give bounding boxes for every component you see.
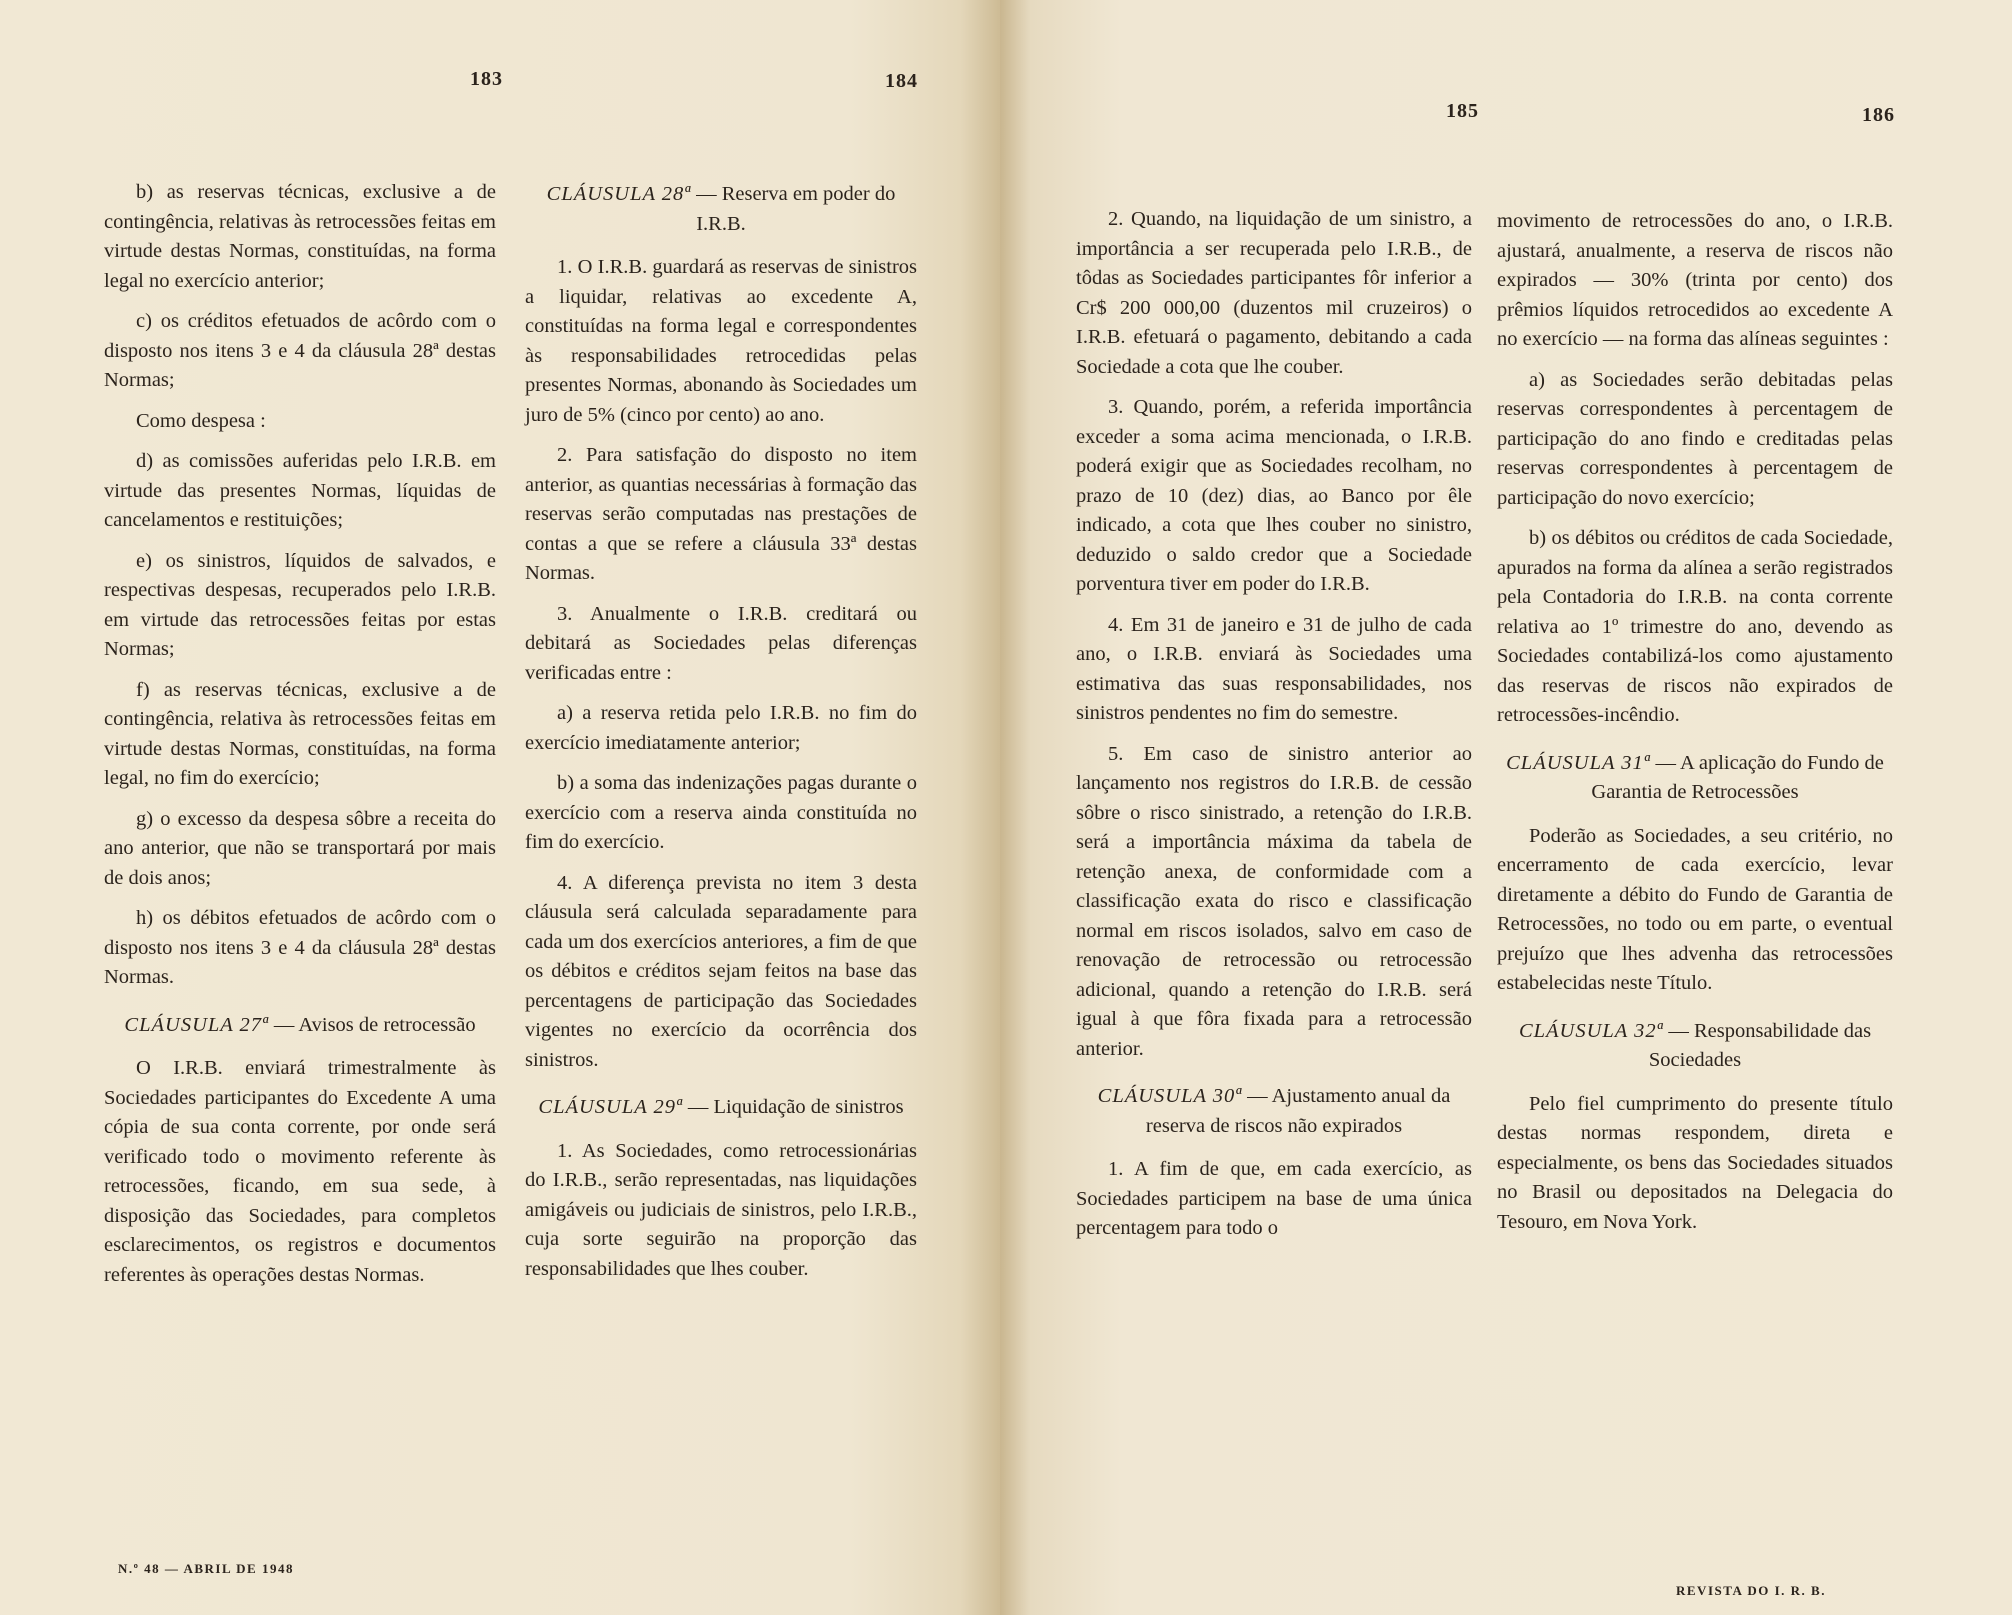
- clause-29-title: — Liquidação de sinistros: [687, 1096, 904, 1118]
- clause-30-title: — Ajustamento anual da reserva de riscos não expirados: [1145, 1085, 1451, 1137]
- clause-30-item-b: b) os débitos ou créditos de cada Sociedade, apurados na forma da alínea a serão registrados pela Contadoria do I.R.B. na conta corrente relativa ao 1º trimestre do ano, devendo as Sociedades contabilizá-los como ajustamento das reservas de riscos não expirados de retrocessões-incêndio.: [1497, 527, 1893, 726]
- clause-32-text: Pelo fiel cumprimento do presente título destas normas respondem, direta e especialmente, os bens das Sociedades situados no Brasil ou depositados na Delegacia do Tesouro, em Nova York.: [1497, 1092, 1893, 1233]
- paragraph-g: g) o excesso da despesa sôbre a receita do ano anterior, que não se transportará por mais de dois anos;: [104, 807, 496, 889]
- clause-27-text: O I.R.B. enviará trimestralmente às Sociedades participantes do Excedente A uma cópia de sua conta corrente, por onde será verificado todo o movimento referente às retrocessões, ficando, em sua sede, à disposição das Sociedades, para completos esclarecimentos, os registros e documentos referentes às operações destas Normas.: [104, 1057, 496, 1286]
- clause-30-heading: [1076, 1082, 1472, 1141]
- column-183: [104, 178, 496, 1301]
- footer-journal: REVISTA DO I. R. B.: [1676, 1583, 1826, 1598]
- paragraph-b: b) as reservas técnicas, exclusive a de contingência, relativas às retrocessões feitas em virtude destas Normas, constituídas, na forma legal no exercício anterior;: [104, 181, 496, 292]
- page-number-184: 184: [885, 70, 918, 92]
- clause-28-item-3: 3. Anualmente o I.R.B. creditará ou debitará as Sociedades pelas diferenças verificadas entre :: [525, 602, 917, 684]
- clause-29-item-3: 3. Quando, porém, a referida importância exceder a soma acima mencionada, o I.R.B. poderá exigir que as Sociedades recolham, no prazo de 10 (dez) dias, ao Banco por êle indicado, a cota que lhes couber no sinistro, deduzido o saldo credor que a Sociedade porventura tiver em poder do I.R.B.: [1076, 396, 1472, 595]
- clause-28-label: CLÁUSULA 28ª: [546, 183, 691, 205]
- clause-27-label: CLÁUSULA 27ª: [124, 1013, 269, 1036]
- paragraph-f: f) as reservas técnicas, exclusive a de contingência, relativa às retrocessões feitas em virtude destas Normas, constituídas, na forma legal, no fim do exercício;: [104, 678, 496, 789]
- page-number-186: 186: [1862, 104, 1895, 126]
- clause-30-item-a: a) as Sociedades serão debitadas pelas reservas correspondentes à percentagem de participação do ano findo e creditadas pelas reservas correspondentes à percentagem de participação do novo exercício;: [1497, 368, 1893, 509]
- clause-30-label: CLÁUSULA 30ª: [1097, 1085, 1242, 1107]
- clause-32-label: CLÁUSULA 32ª: [1518, 1019, 1664, 1042]
- clause-29-item-5: 5. Em caso de sinistro anterior ao lançamento nos registros do I.R.B. de cessão sôbre o risco sinistrado, a retenção do I.R.B. será a importância máxima da tabela de retenção anexa, de conformidade com a classificação exata do risco e classificação normal em riscos isolados, salvo em caso de renovação de retrocessão ou retrocessão adicional, quando a retenção do I.R.B. será igual à que fôra fixada para a retrocessão anterior.: [1076, 742, 1472, 1060]
- clause-31-label: CLÁUSULA 31ª: [1506, 751, 1651, 774]
- clause-31-heading: [1497, 749, 1893, 808]
- clause-30-continuation: movimento de retrocessões do ano, o I.R.B. ajustará, anualmente, a reserva de riscos não expirados — 30% (trinta por cento) dos prêmios líquidos retrocedidos ao excedente A no exercício — na forma das alíneas seguintes :: [1497, 210, 1893, 350]
- clause-27-heading: [104, 1011, 496, 1041]
- column-186: [1497, 207, 1893, 1248]
- left-page: [0, 0, 1000, 1615]
- paragraph-h: h) os débitos efetuados de acôrdo com o disposto nos itens 3 e 4 da cláusula 28ª destas Normas.: [104, 907, 496, 988]
- clause-28-item-2: 2. Para satisfação do disposto no item anterior, as quantias necessárias à formação das reservas serão computadas nas prestações de contas a que se refere a cláusula 33ª destas Normas.: [525, 444, 917, 584]
- clause-28-title: — Reserva em poder do I.R.B.: [696, 183, 896, 235]
- clause-28-heading: [525, 180, 917, 239]
- clause-29-label: CLÁUSULA 29ª: [538, 1096, 683, 1118]
- clause-31-text: Poderão as Sociedades, a seu critério, no encerramento de cada exercício, levar diretamente a débito do Fundo de Garantia de Retrocessões, no todo ou em parte, o eventual prejuízo que lhes advenha das retrocessões estabelecidas neste Título.: [1497, 824, 1893, 994]
- clause-27-title: — Avisos de retrocessão: [273, 1013, 476, 1036]
- right-page: [1000, 0, 2012, 1615]
- clause-28-item-1: 1. O I.R.B. guardará as reservas de sinistros a liquidar, relativas ao excedente A, constituídas na forma legal e correspondentes às responsabilidades retrocedidas pelas presentes Normas, abonando às Sociedades um juro de 5% (cinco por cento) ao ano.: [525, 256, 917, 426]
- paragraph-despesa: Como despesa :: [136, 409, 266, 432]
- paragraph-c: c) os créditos efetuados de acôrdo com o disposto nos itens 3 e 4 da cláusula 28ª destas Normas;: [104, 310, 496, 391]
- page-number-183: 183: [470, 68, 503, 90]
- column-184: [525, 180, 917, 1295]
- footer-issue: N.º 48 — ABRIL DE 1948: [118, 1561, 294, 1576]
- clause-32-heading: [1497, 1017, 1893, 1076]
- clause-29-item-1: 1. As Sociedades, como retrocessionárias do I.R.B., serão representadas, nas liquidações amigáveis ou judiciais de sinistros, pelo I.R.B., cuja sorte seguirão na proporção das responsabilidades que lhes couber.: [525, 1139, 917, 1280]
- paragraph-d: d) as comissões auferidas pelo I.R.B. em virtude das presentes Normas, líquidas de cancelamentos e restituições;: [104, 450, 496, 531]
- clause-30-item-1: 1. A fim de que, em cada exercício, as Sociedades participem na base de uma única percentagem para todo o: [1076, 1158, 1472, 1239]
- clause-29-heading: [525, 1093, 917, 1123]
- clause-28-item-4: 4. A diferença prevista no item 3 desta cláusula será calculada separadamente para cada um dos exercícios anteriores, a fim de que os débitos e créditos sejam feitos na base das percentagens de participação das Sociedades vigentes no exercício da ocorrência dos sinistros.: [525, 871, 917, 1071]
- clause-31-title: — A aplicação do Fundo de Garantia de Retrocessões: [1591, 751, 1884, 803]
- clause-28-item-3a: a) a reserva retida pelo I.R.B. no fim do exercício imediatamente anterior;: [525, 702, 917, 754]
- clause-28-item-3b: b) a soma das indenizações pagas durante o exercício com a reserva ainda constituída no fim do exercício.: [525, 772, 917, 853]
- clause-32-title: — Responsabilidade das Sociedades: [1648, 1019, 1872, 1071]
- page-number-185: 185: [1446, 100, 1479, 122]
- column-185: [1076, 205, 1472, 1255]
- paragraph-e: e) os sinistros, líquidos de salvados, e respectivas despesas, recuperados pelo I.R.B. em virtude das retrocessões feitas por estas Normas;: [104, 549, 496, 660]
- clause-29-item-4: 4. Em 31 de janeiro e 31 de julho de cada ano, o I.R.B. enviará às Sociedades uma estimativa das suas responsabilidades, nos sinistros pendentes no fim do semestre.: [1076, 613, 1472, 724]
- clause-29-item-2: 2. Quando, na liquidação de um sinistro, a importância a ser recuperada pelo I.R.B., de tôdas as Sociedades participantes fôr inferior a Cr$ 200 000,00 (duzentos mil cruzeiros) o I.R.B. efetuará o pagamento, debitando a cada Sociedade a cota que lhe couber.: [1076, 208, 1472, 378]
